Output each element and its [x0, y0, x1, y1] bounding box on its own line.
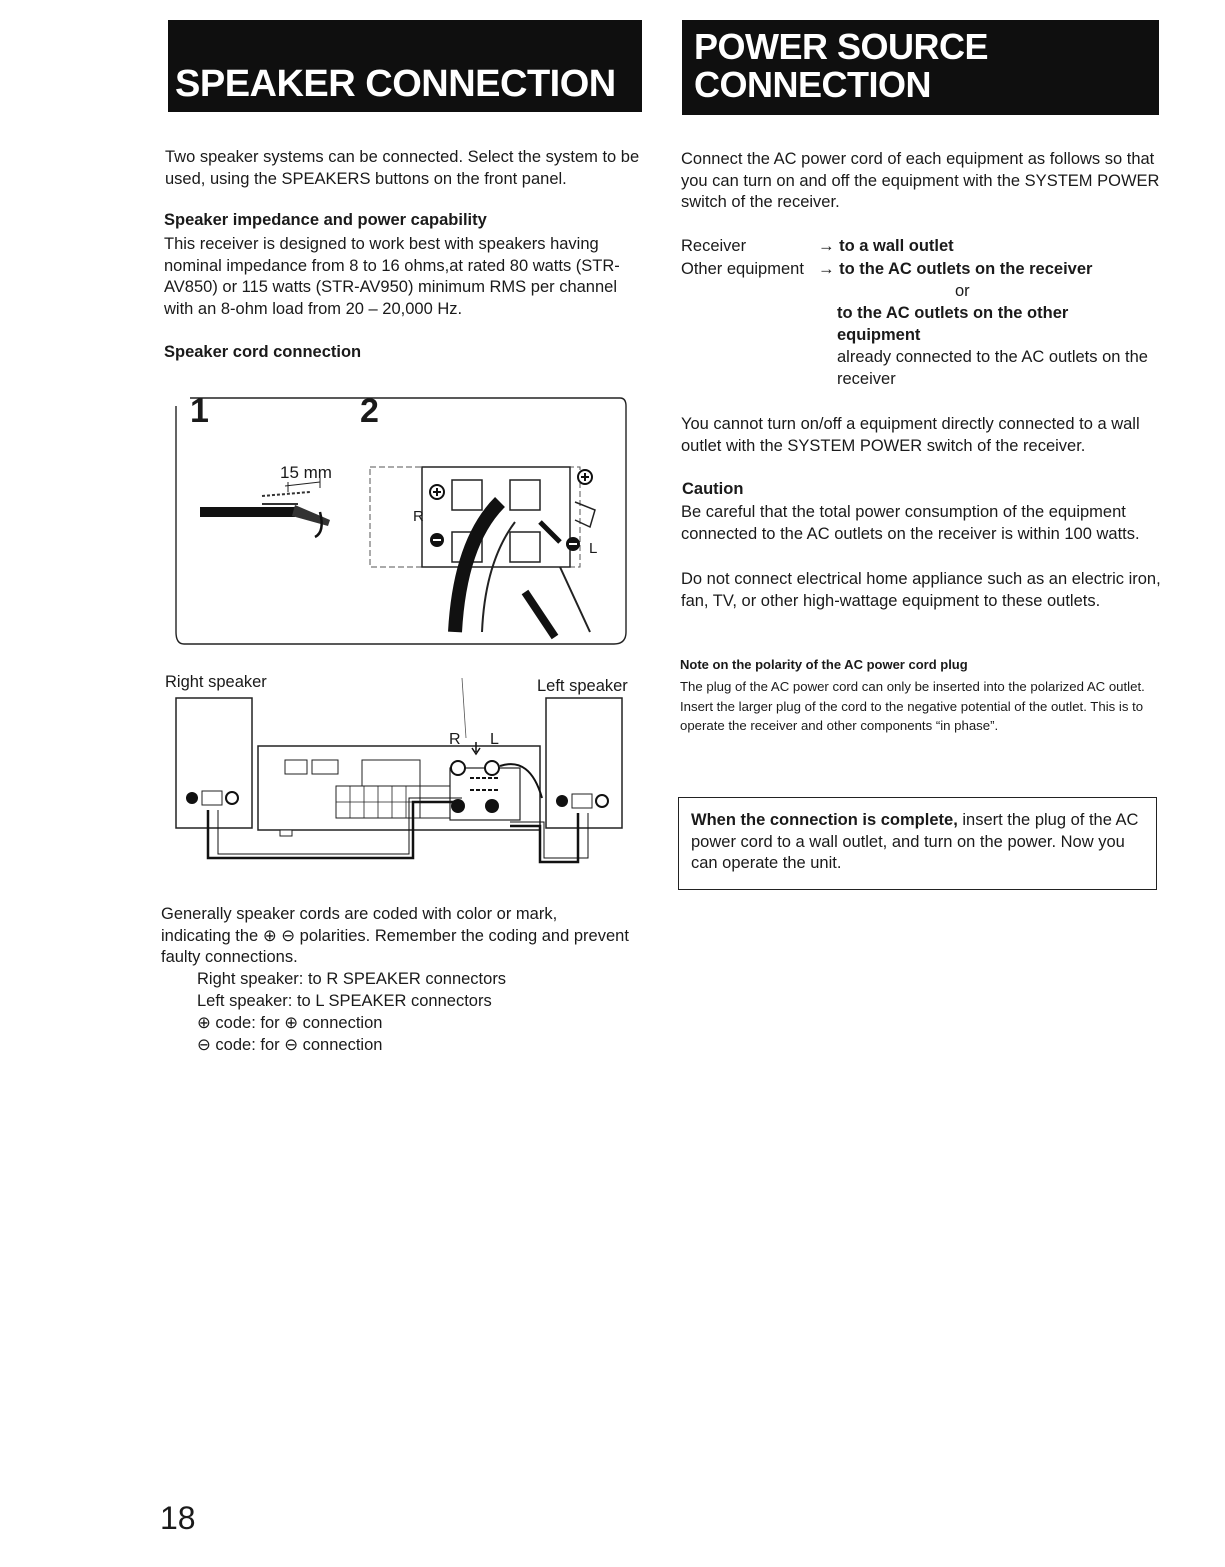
cannot-text: You cannot turn on/off a equipment directly connected to a wall outlet with the SYSTEM POWER switch of the receiver.	[681, 415, 1140, 455]
other-equipment-label: Other equipment	[681, 260, 804, 278]
power-intro: Connect the AC power cord of each equipment as follows so that you can turn on and off the equipment with the SYSTEM POWER switch of the receiver.	[681, 150, 1160, 212]
coding-line-right: Right speaker: to R SPEAKER connectors	[197, 970, 507, 988]
completion-rest: insert the plug of the AC power cord to a wall outlet, and turn on the power. Now you can operate the unit.	[691, 811, 1139, 873]
speaker-connection-heading	[168, 20, 642, 112]
receiver-label: Receiver	[681, 237, 747, 255]
step-1-label: 1	[190, 392, 209, 430]
other-equipment-note: already connected to the AC outlets on the receiver	[837, 348, 1148, 388]
polarity-note-text: The plug of the AC power cord can only be inserted into the polarized AC outlet. Insert the larger plug of the cord to the negative potential of the outlet. This is to operate the receiver and other components “in phase”.	[680, 679, 1145, 733]
right-speaker-label: Right speaker	[165, 673, 267, 691]
completion-box	[678, 797, 1157, 890]
impedance-heading: Speaker impedance and power capability	[164, 211, 487, 229]
terminal-l-label: L	[589, 540, 598, 557]
coding-text: Generally speaker cords are coded with color or mark, indicating the ⊕ ⊖ polarities. Remember the coding and prevent faulty connections.	[161, 905, 629, 967]
speaker-wiring-figure	[170, 648, 630, 873]
completion-bold: When the connection is complete,	[691, 811, 958, 829]
step-2-label: 2	[360, 392, 379, 430]
speaker-intro: Two speaker systems can be connected. Select the system to be used, using the SPEAKERS buttons on the front panel.	[165, 148, 640, 188]
rear-l-label: L	[490, 731, 499, 748]
terminal-r-label: R	[413, 508, 424, 525]
left-speaker-label: Left speaker	[537, 677, 628, 695]
heading-text: SPEAKER CONNECTION	[175, 63, 616, 105]
or-label: or	[955, 282, 970, 300]
polarity-note-heading: Note on the polarity of the AC power cord plug	[680, 657, 968, 672]
rear-r-label: R	[449, 731, 461, 748]
receiver-target: → to a wall outlet	[818, 237, 954, 255]
cord-connection-heading: Speaker cord connection	[164, 343, 362, 361]
speaker-cord-figure	[170, 392, 630, 652]
completion-text	[691, 810, 1151, 875]
caution-text-2: Do not connect electrical home appliance such as an electric iron, fan, TV, or other high-wattage equipment to these outlets.	[681, 570, 1161, 610]
impedance-text: This receiver is designed to work best with speakers having nominal impedance from 8 to 16 ohms,at rated 80 watts (STR-AV850) or 115 watts (STR-AV950) minimum RMS per channel with an 8-ohm load from 20 – 20,000 Hz.	[164, 235, 620, 318]
coding-line-left: Left speaker: to L SPEAKER connectors	[197, 992, 492, 1010]
caution-heading: Caution	[682, 480, 744, 498]
other-equipment-target2: to the AC outlets on the other equipment	[837, 304, 1069, 344]
other-equipment-target: → to the AC outlets on the receiver	[818, 260, 1093, 278]
power-source-heading	[682, 20, 1159, 115]
page-number: 18	[160, 1500, 196, 1536]
caution-text-1: Be careful that the total power consumption of the equipment connected to the AC outlets on the receiver is within 100 watts.	[681, 503, 1140, 543]
coding-line-plus: ⊕ code: for ⊕ connection	[197, 1014, 383, 1032]
strip-length-label: 15 mm	[280, 463, 332, 482]
heading-text: POWER SOURCE CONNECTION	[694, 26, 989, 105]
coding-line-minus: ⊖ code: for ⊖ connection	[197, 1036, 383, 1054]
